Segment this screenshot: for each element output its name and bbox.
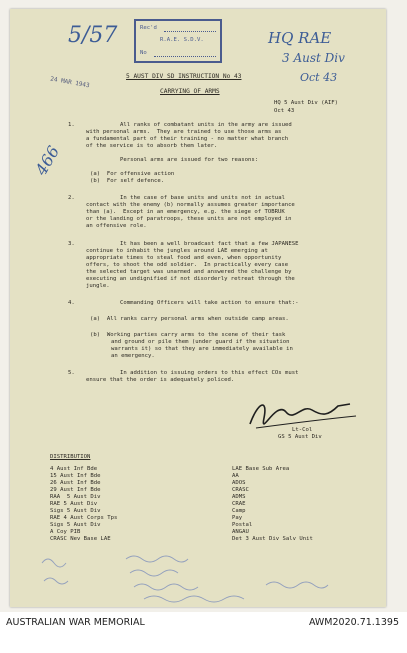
- para1-line: All ranks of combatant units in the army are issued: [120, 122, 292, 128]
- distribution-item: CRAE: [232, 501, 246, 507]
- document-page: [10, 9, 386, 607]
- distribution-item: Sigs 5 Aust Div: [50, 508, 101, 514]
- distribution-item: 29 Aust Inf Bde: [50, 487, 101, 493]
- para5-number: 5.: [68, 370, 75, 376]
- para1-line: a fundamental part of their training - no matter what branch: [86, 136, 289, 142]
- distribution-item: RAE 5 Aust Div: [50, 501, 98, 507]
- para1-line: of the service is to absorb them later.: [86, 143, 218, 149]
- distribution-item: RAA 5 Aust Div: [50, 494, 101, 500]
- footer-institution: AUSTRALIAN WAR MEMORIAL: [6, 617, 145, 628]
- distribution-item: CRASC Nev Base LAE: [50, 536, 111, 542]
- para4b-line: an emergency.: [111, 353, 155, 359]
- distribution-heading: DISTRIBUTION: [50, 454, 91, 460]
- reason-a: (a) For offensive action: [90, 171, 175, 177]
- archive-footer: [0, 612, 407, 653]
- para1-number: 1.: [68, 122, 75, 128]
- reason-b: (b) For self defence.: [90, 178, 165, 184]
- para5-line: ensure that the order is adequately policed.: [86, 377, 235, 383]
- distribution-item: ADMS: [232, 494, 246, 500]
- handwritten-file-number: 5/57: [68, 23, 118, 48]
- para3-line: jungle.: [86, 283, 110, 289]
- distribution-item: Pay: [232, 515, 243, 521]
- para4b-line: and ground or pile them (under guard if the situation: [111, 339, 290, 345]
- para4-intro: Commanding Officers will take action to ensure that:-: [120, 300, 299, 306]
- distribution-item: 4 Aust Inf Bde: [50, 466, 98, 472]
- distribution-item: Sigs 5 Aust Div: [50, 522, 101, 528]
- document-title: 5 AUST DIV SD INSTRUCTION No 43: [126, 73, 242, 80]
- document-subtitle: CARRYING OF ARMS: [160, 88, 220, 95]
- para2-line: contact with the enemy (b) normally assumes greater importance: [86, 202, 295, 208]
- distribution-item: Det 3 Aust Div Salv Unit: [232, 536, 313, 542]
- para4a: (a) All ranks carry personal arms when outside camp areas.: [90, 316, 289, 322]
- para1-line: with personal arms. They are trained to use those arms as: [86, 129, 282, 135]
- stamp-no: No: [140, 50, 147, 56]
- distribution-item: RAE 4 Aust Corps Tps: [50, 515, 118, 521]
- handwritten-note-1: HQ RAE: [268, 29, 332, 47]
- handwritten-margin-number: 466: [31, 142, 64, 179]
- para3-line: offers, to shoot the odd soldier. In practically every case: [86, 262, 289, 268]
- distribution-item: LAE Base Sub Area: [232, 466, 290, 472]
- distribution-item: Camp: [232, 508, 246, 514]
- faint-handwritten-notes: [34, 545, 374, 605]
- para4b-line: warrants it) so that they are immediately available in: [111, 346, 293, 352]
- distribution-item: 15 Aust Inf Bde: [50, 473, 101, 479]
- signature-rank: Lt-Col: [292, 427, 313, 433]
- para2-line: than (a). Except in an emergency, e.g. the siege of TOBRUK: [86, 209, 285, 215]
- para3-line: executing an undignified if not disorderly retreat through the: [86, 276, 295, 282]
- distribution-item: Postal: [232, 522, 253, 528]
- distribution-item: 26 Aust Inf Bde: [50, 480, 101, 486]
- para2-line: or the landing of paratroops, these units are not employed in: [86, 216, 292, 222]
- para3-number: 3.: [68, 241, 75, 247]
- para4-number: 4.: [68, 300, 75, 306]
- date-stamp: 24 MAR 1943: [49, 75, 91, 90]
- distribution-item: AA: [232, 473, 239, 479]
- para3-line: continue to inhabit the jungles around LAE emerging at: [86, 248, 268, 254]
- stamp-unit: R.A.E. S.D.V.: [160, 37, 204, 43]
- received-stamp: [134, 19, 222, 63]
- para3-line: the selected target was unarmed and answered the challenge by: [86, 269, 292, 275]
- para2-line: an offensive role.: [86, 223, 147, 229]
- issue-date: Oct 43: [274, 108, 295, 114]
- distribution-item: ANGAU: [232, 529, 249, 535]
- distribution-item: ADOS: [232, 480, 246, 486]
- stamp-recd: Rec'd: [140, 25, 157, 31]
- distribution-item: CRASC: [232, 487, 249, 493]
- para5-line: In addition to issuing orders to this effect COs must: [120, 370, 299, 376]
- signature-role: GS 5 Aust Div: [278, 434, 322, 440]
- para3-line: It has been a well broadcast fact that a few JAPANESE: [120, 241, 299, 247]
- hq-line: HQ 5 Aust Div (AIF): [274, 100, 338, 106]
- para4b-line: (b) Working parties carry arms to the scene of their task: [90, 332, 286, 338]
- para3-line: appropriate times to steal food and even, when opportunity: [86, 255, 282, 261]
- distribution-item: A Coy PIB: [50, 529, 81, 535]
- para2-line: In the case of base units and units not in actual: [120, 195, 286, 201]
- handwritten-note-3: Oct 43: [300, 71, 338, 84]
- footer-accession-number: AWM2020.71.1395: [308, 617, 399, 628]
- handwritten-note-2: 3 Aust Div: [282, 51, 345, 65]
- reasons-intro: Personal arms are issued for two reasons:: [120, 157, 259, 163]
- para2-number: 2.: [68, 195, 75, 201]
